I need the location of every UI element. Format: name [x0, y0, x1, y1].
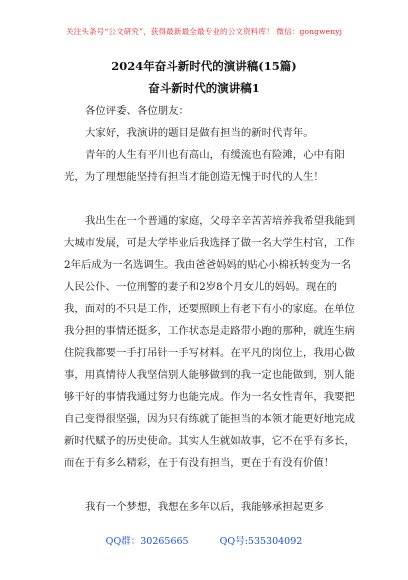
body-paragraph: 我出生在一个普通的家庭，父母辛辛苦苦培养我希望我能到大城市发展，可是大学毕业后我选择了做一名大学生村官，工作2年后成为一名选调生。我由爸爸妈妈的贴心小棉袄转变为一名人民公仆、一位刑警的妻子和2岁8个月女儿的妈妈。现在的我，面对的不只是工作，还要照顾上有老下有小的家庭。在单位我分担的事情还挺多，工作状态是走路带小跑的那种，就连生病住院我都要一手打吊针一手写材料。在平凡的岗位上，我用心做事，用真情待人我坚信别人能够做到的我一定也能做到，别人能够干好的事情我通过努力也能完成。作为一名女性青年，我要把自己变得很坚强，因为只有练就了能担当的本领才能更好地完成新时代赋予的历史使命。其实人生就如故事，它不在乎有多长，而在于有多么精彩，在于有没有担当，更在于有没有价值！ [64, 215, 356, 469]
body-paragraph: 青年的人生有平川也有高山，有缓流也有险滩，心中有阳光，为了理想能坚持有担当才能创造无愧于时代的人生！ [64, 149, 345, 183]
footer-qq-group: QQ群：30265665 [105, 536, 189, 547]
document-body [64, 100, 356, 518]
paragraph-gap [64, 188, 356, 210]
footer-contacts [0, 533, 408, 547]
body-paragraph: 大家好，我演讲的题目是做有担当的新时代青年。 [85, 127, 314, 139]
section-title: 奋斗新时代的演讲稿1 [148, 81, 260, 95]
footer-qq-number: QQ号:535304092 [219, 536, 303, 547]
document-title: 2024年奋斗新时代的演讲稿(15篇) [111, 59, 297, 73]
header-banner: 关注头条号“公文研究”，获得最新最全最专业的公文资料库！ 微信：gongwenyj [65, 27, 343, 36]
body-paragraph: 我有一个梦想，我想在多年以后，我能够承担起更多 [85, 501, 324, 513]
greeting-paragraph: 各位评委、各位朋友： [85, 105, 189, 117]
paragraph-gap [64, 474, 356, 496]
